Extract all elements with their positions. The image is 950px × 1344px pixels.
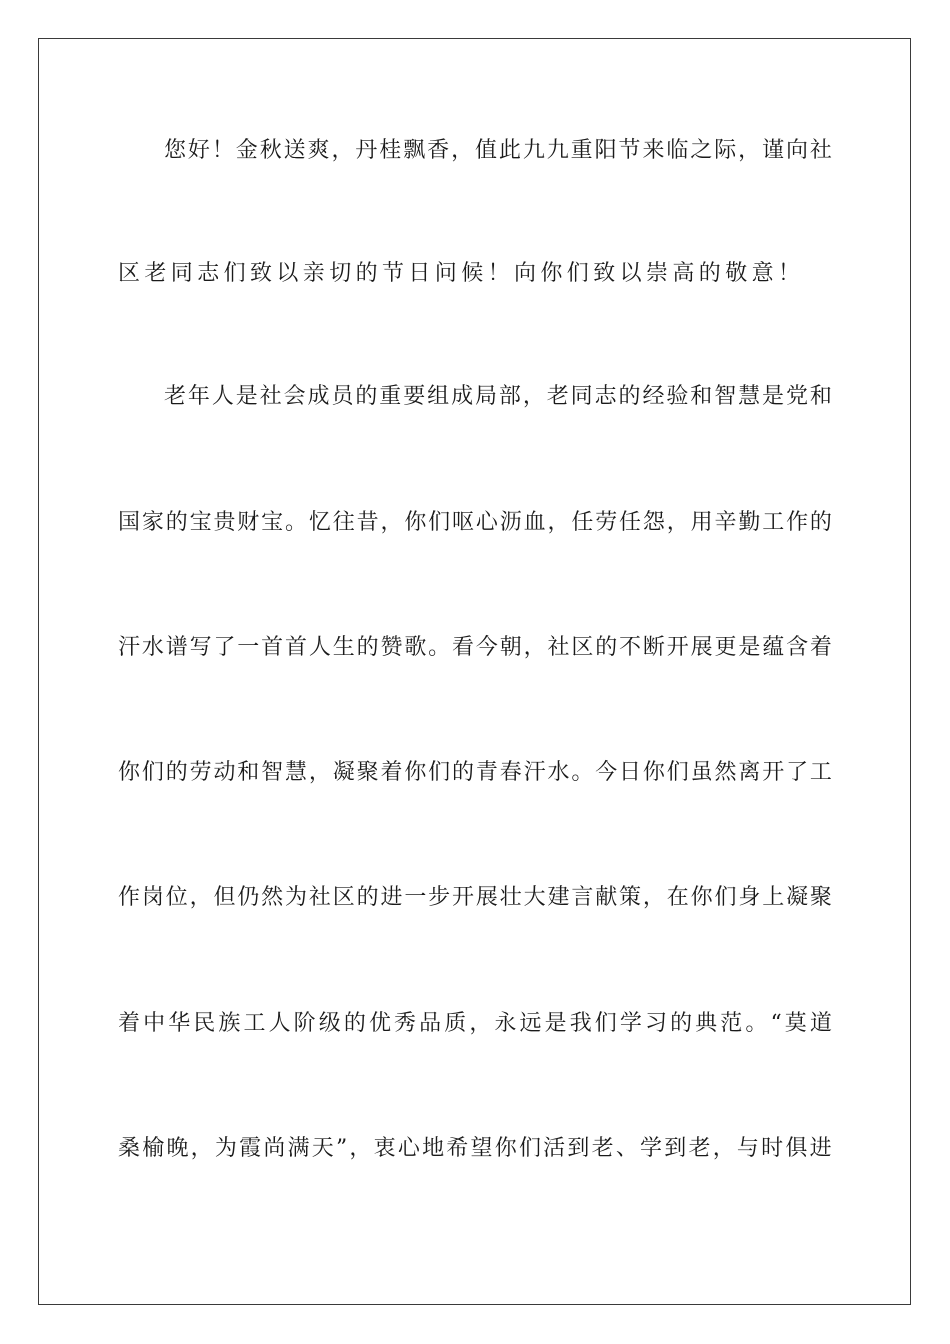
text-line-2: 区老同志们致以亲切的节日问候！向你们致以崇高的敬意！ [118, 261, 805, 286]
text-line-7: 作 岗 位 ， 但 仍 然 为 社 区 的 进 一 步 开 展 壮 大 建 言 献 策 ， 在 你 们 身 上 凝 聚 [118, 885, 832, 910]
text-line-8: 着 中 华 民 族 工 人 阶 级 的 优 秀 品 质 ， 永 远 是 我 们 学 习 的 典 范 。 “ 莫 道 [118, 1011, 832, 1036]
text-line-1: 您 好 ！ 金 秋 送 爽 ， 丹 桂 飘 香 ， 值 此 九 九 重 阳 节 来 临 之 际 ， 谨 向 社 [164, 138, 832, 163]
text-line-3: 老 年 人 是 社 会 成 员 的 重 要 组 成 局 部 ， 老 同 志 的 经 验 和 智 慧 是 党 和 [164, 384, 832, 409]
text-line-9: 桑 榆 晚 ， 为 霞 尚 满 天 ” ， 衷 心 地 希 望 你 们 活 到 老 、 学 到 老 ， 与 时 俱 进 [118, 1136, 832, 1161]
text-line-6: 你 们 的 劳 动 和 智 慧 ， 凝 聚 着 你 们 的 青 春 汗 水 。 今 日 你 们 虽 然 离 开 了 工 [118, 760, 832, 785]
text-line-4: 国 家 的 宝 贵 财 宝 。 忆 往 昔 ， 你 们 呕 心 沥 血 ， 任 劳 任 怨 ， 用 辛 勤 工 作 的 [118, 510, 832, 535]
page-border [38, 38, 911, 1305]
text-line-5: 汗 水 谱 写 了 一 首 首 人 生 的 赞 歌 。 看 今 朝 ， 社 区 的 不 断 开 展 更 是 蕴 含 着 [118, 635, 832, 660]
